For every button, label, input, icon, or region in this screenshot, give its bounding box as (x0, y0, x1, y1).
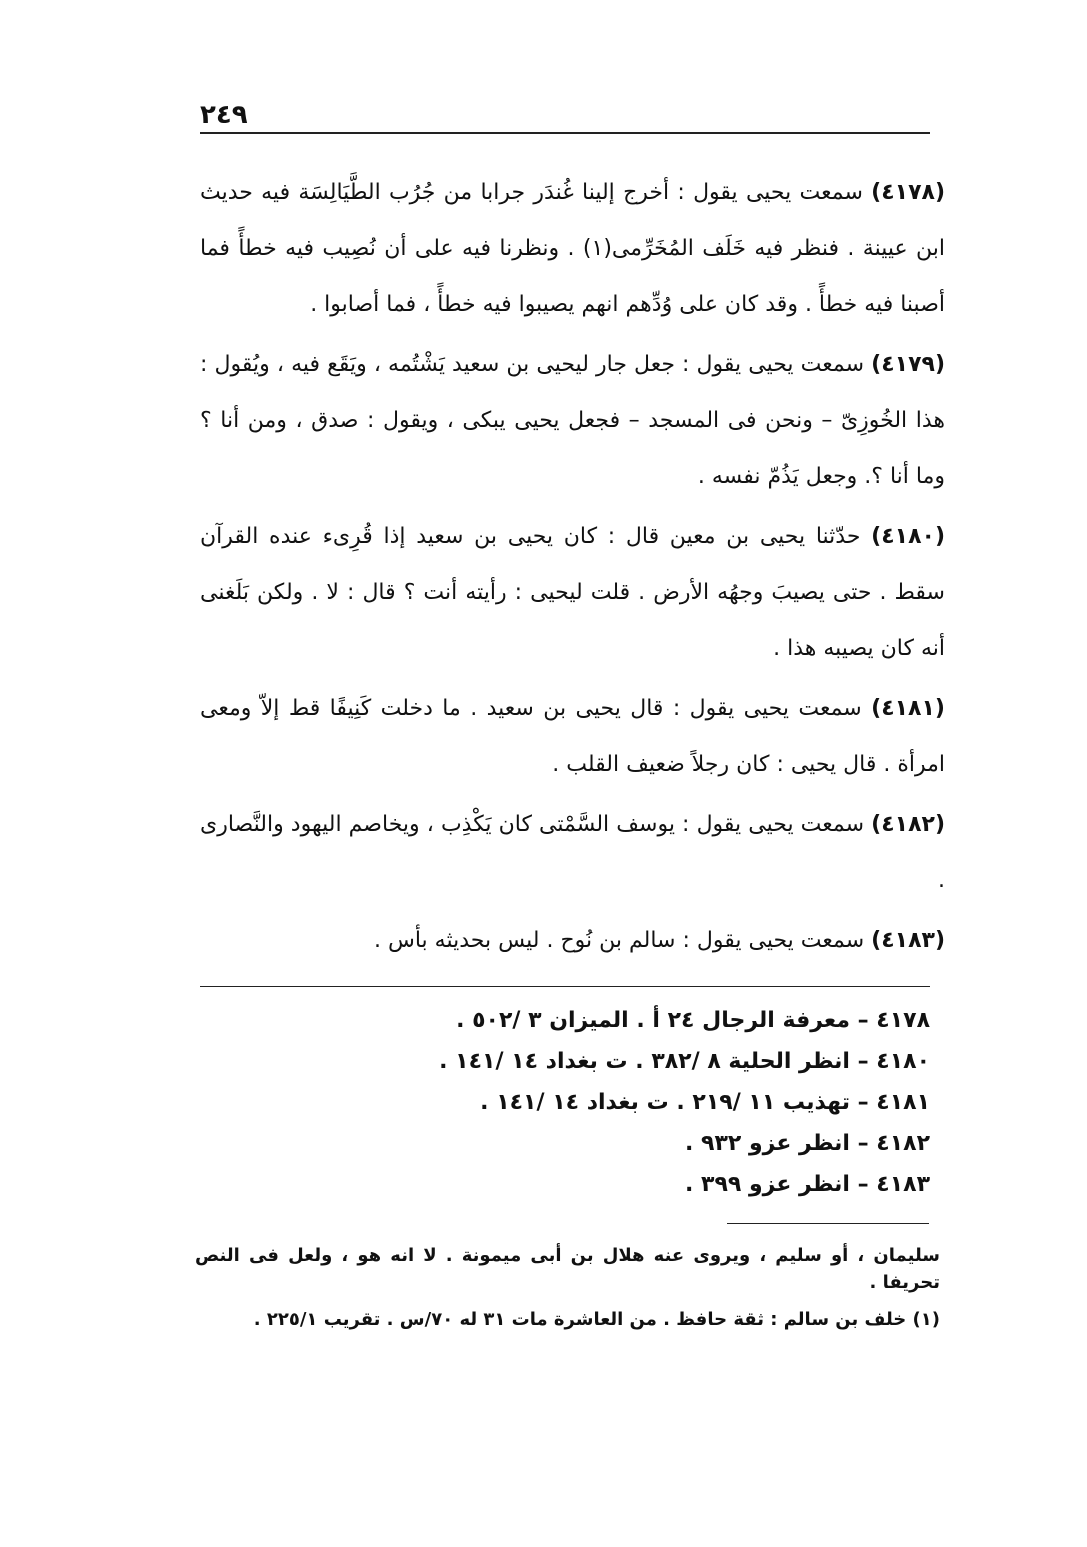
entry-text: حدّثنا يحيى بن معين قال : كان يحيى بن سعيد إذا قُرِىء عنده القرآن سقط . حتى يصيبَ وجهُه الأرض . قلت ليحيى : رأيته أنت ؟ قال : لا . ولكن بَلَغنى أنه كان يصيبه هذا . (200, 524, 945, 661)
entry-4182 (200, 797, 945, 909)
reference-item: ٤١٧٨ – معرفة الرجال ٢٤ أ . الميزان ٣ /٥٠٢ . (456, 1008, 930, 1033)
entry-number: (٤١٧٨) (871, 180, 945, 205)
entry-4181 (200, 681, 945, 793)
entry-text: سمعت يحيى يقول : جعل جار ليحيى بن سعيد يَشْتُمه ، ويَقَع فيه ، ويُقول : هذا الخُوزِىّ – ونحن فى المسجد – فجعل يحيى يبكى ، ويقول : صدق ، ومن أنا ؟ وما أنا ؟. وجعل يَذُمّ نفسه . (200, 352, 945, 489)
entry-number: (٤١٨٢) (871, 812, 945, 837)
footnote-1: (١) خلف بن سالم : ثقة حافظ . من العاشرة مات ٣١ له ٧٠/س . تقريب ٢٢٥/١ . (253, 1309, 940, 1330)
page-number: ٢٤٩ (200, 100, 248, 130)
footnote-rule (727, 1223, 929, 1224)
entry-text: سمعت يحيى يقول : سالم بن نُوح . ليس بحديثه بأس . (374, 928, 865, 953)
entry-4178 (200, 165, 945, 333)
entry-text: سمعت يحيى يقول : قال يحيى بن سعيد . ما دخلت كَنِيفًا قط إلاّ ومعى امرأة . قال يحيى : كان رجلاً ضعيف القلب . (200, 696, 945, 777)
entry-4180 (200, 509, 945, 677)
reference-item: ٤١٨٠ – انظر الحلية ٨ /٣٨٢ . ت بغداد ١٤ /١٤١ . (439, 1049, 930, 1074)
entry-number: (٤١٨٣) (871, 928, 945, 953)
entry-text: سمعت يحيى يقول : يوسف السَّمْتى كان يَكْذِب ، ويخاصم اليهود والنَّصارى . (200, 812, 945, 893)
entry-4179 (200, 337, 945, 505)
references-rule (200, 986, 930, 987)
footnotes (195, 1242, 940, 1343)
header-rule (200, 132, 930, 134)
entry-number: (٤١٧٩) (871, 352, 946, 377)
reference-item: ٤١٨٢ – انظر عزو ٩٣٢ . (685, 1131, 930, 1156)
entry-number: (٤١٨١) (871, 696, 945, 721)
entry-4183 (200, 913, 945, 969)
entry-text: سمعت يحيى يقول : أخرج إلينا غُندَر جرابا من جُرُب الطَّيَالِسَة فيه حديث ابن عيينة . فنظر فيه خَلَف المُخَرِّمى(١) . ونظرنا فيه على أن نُصِيب فيه خطأً فما أصبنا فيه خطأً . وقد كان على وُدِّهم انهم يصيبوا فيه خطأً ، فما أصابوا . (200, 180, 945, 317)
references-list (330, 1000, 930, 1205)
main-text (200, 165, 945, 973)
reference-item: ٤١٨٣ – انظر عزو ٣٩٩ . (685, 1172, 930, 1197)
entry-number: (٤١٨٠) (871, 524, 945, 549)
footnote-continuation: سليمان ، أو سليم ، ويروى عنه هلال بن أبى ميمونة . لا انه هو ، ولعل فى النص تحريفا . (195, 1245, 940, 1293)
reference-item: ٤١٨١ – تهذيب ١١ /٢١٩ . ت بغداد ١٤ /١٤١ . (480, 1090, 930, 1115)
